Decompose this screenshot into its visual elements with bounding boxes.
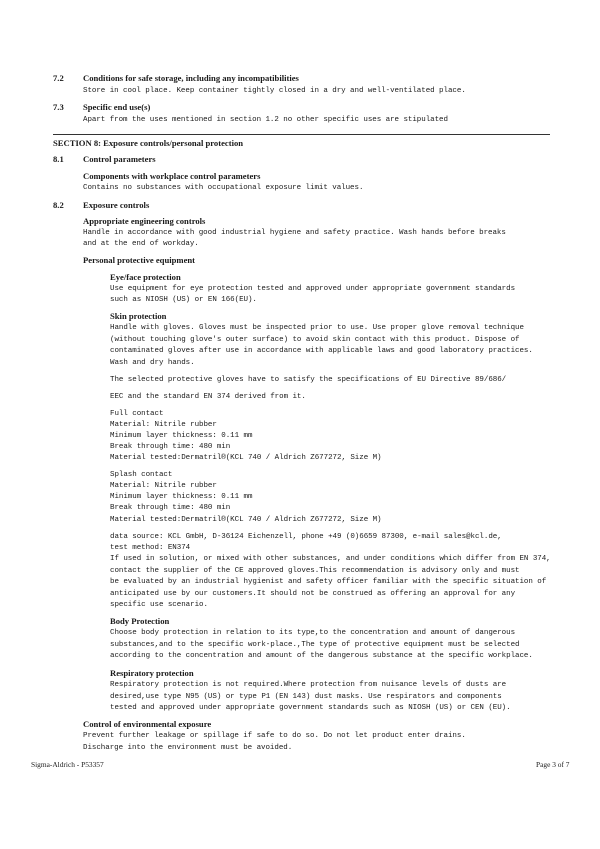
subheading: Components with workplace control parameters	[83, 171, 261, 181]
section-number: 7.3	[53, 102, 64, 112]
body-text: Material: Nitrile rubber	[110, 482, 217, 490]
section-divider	[53, 134, 550, 135]
subheading: Personal protective equipment	[83, 255, 196, 265]
subheading: Appropriate engineering controls	[83, 216, 206, 226]
body-text: Handle with gloves. Gloves must be inspected prior to use. Use proper glove removal technique	[110, 324, 524, 332]
body-text: contaminated gloves after use in accordance with applicable laws and good laboratory practices.	[110, 347, 533, 355]
body-text: Material tested:Dermatril®(KCL 740 / Aldrich Z677272, Size M)	[110, 516, 382, 524]
body-text: Full contact	[110, 410, 164, 418]
body-text: The selected protective gloves have to satisfy the specifications of EU Directive 89/686/	[110, 376, 507, 384]
body-text: test method: EN374	[110, 544, 191, 552]
body-text: be evaluated by an industrial hygienist and safety officer familiar with the specific situation of	[110, 578, 547, 586]
body-text: substances,and to the specific work-place.,The type of protective equipment must be selected	[110, 641, 520, 649]
body-text: anticipated use by our customers.It should not be construed as offering an approval for any	[110, 590, 516, 598]
body-text: EEC and the standard EN 374 derived from it.	[110, 393, 306, 401]
body-text: Break through time: 480 min	[110, 443, 231, 451]
body-text: Wash and dry hands.	[110, 359, 195, 367]
body-text: Minimum layer thickness: 0.11 mm	[110, 493, 253, 501]
section-title: SECTION 8: Exposure controls/personal protection	[53, 138, 244, 148]
body-text: such as NIOSH (US) or EN 166(EU).	[110, 296, 257, 304]
body-text: Respiratory protection is not required.Where protection from nuisance levels of dusts are	[110, 681, 507, 689]
section-heading: Control parameters	[83, 154, 156, 164]
body-text: according to the concentration and amount of the dangerous substance at the specific workplace.	[110, 652, 533, 660]
subheading: Respiratory protection	[110, 668, 194, 678]
subheading: Skin protection	[110, 311, 167, 321]
subheading: Body Protection	[110, 616, 170, 626]
section-heading: Specific end use(s)	[83, 102, 151, 112]
section-number: 8.1	[53, 154, 64, 164]
body-text: desired,use type N95 (US) or type P1 (EN 143) dust masks. Use respirators and components	[110, 693, 502, 701]
body-text: Material tested:Dermatril®(KCL 740 / Aldrich Z677272, Size M)	[110, 454, 382, 462]
body-text: Handle in accordance with good industrial hygiene and safety practice. Wash hands before breaks	[83, 229, 506, 237]
footer-product-id: Sigma-Aldrich - P53357	[31, 760, 104, 769]
body-text: contact the supplier of the CE approved gloves.This recommendation is advisory only and must	[110, 567, 520, 575]
body-text: Prevent further leakage or spillage if safe to do so. Do not let product enter drains.	[83, 732, 466, 740]
footer-page-number: Page 3 of 7	[536, 760, 570, 769]
body-text: Contains no substances with occupational exposure limit values.	[83, 184, 364, 192]
subheading: Control of environmental exposure	[83, 719, 212, 729]
body-text: Discharge into the environment must be avoided.	[83, 744, 293, 752]
body-text: tested and approved under appropriate government standards such as NIOSH (US) or CEN (EU).	[110, 704, 511, 712]
body-text: Apart from the uses mentioned in section 1.2 no other specific uses are stipulated	[83, 116, 448, 124]
body-text: and at the end of workday.	[83, 240, 199, 248]
body-text: (without touching glove's outer surface) to avoid skin contact with this product. Dispose of	[110, 336, 520, 344]
body-text: Splash contact	[110, 471, 173, 479]
body-text: Choose body protection in relation to its type,to the concentration and amount of dangerous	[110, 629, 516, 637]
body-text: Break through time: 480 min	[110, 504, 231, 512]
body-text: If used in solution, or mixed with other substances, and under conditions which differ from EN 374,	[110, 555, 551, 563]
section-number: 8.2	[53, 200, 64, 210]
section-heading: Exposure controls	[83, 200, 150, 210]
body-text: Use equipment for eye protection tested and approved under appropriate government standards	[110, 285, 516, 293]
body-text: Material: Nitrile rubber	[110, 421, 217, 429]
section-heading: Conditions for safe storage, including any incompatibilities	[83, 73, 299, 83]
body-text: specific use scenario.	[110, 601, 208, 609]
body-text: Minimum layer thickness: 0.11 mm	[110, 432, 253, 440]
subheading: Eye/face protection	[110, 272, 181, 282]
body-text: Store in cool place. Keep container tightly closed in a dry and well-ventilated place.	[83, 87, 466, 95]
section-number: 7.2	[53, 73, 64, 83]
body-text: data source: KCL GmbH, D-36124 Eichenzell, phone +49 (0)6659 87300, e-mail sales@kcl.de,	[110, 533, 502, 541]
